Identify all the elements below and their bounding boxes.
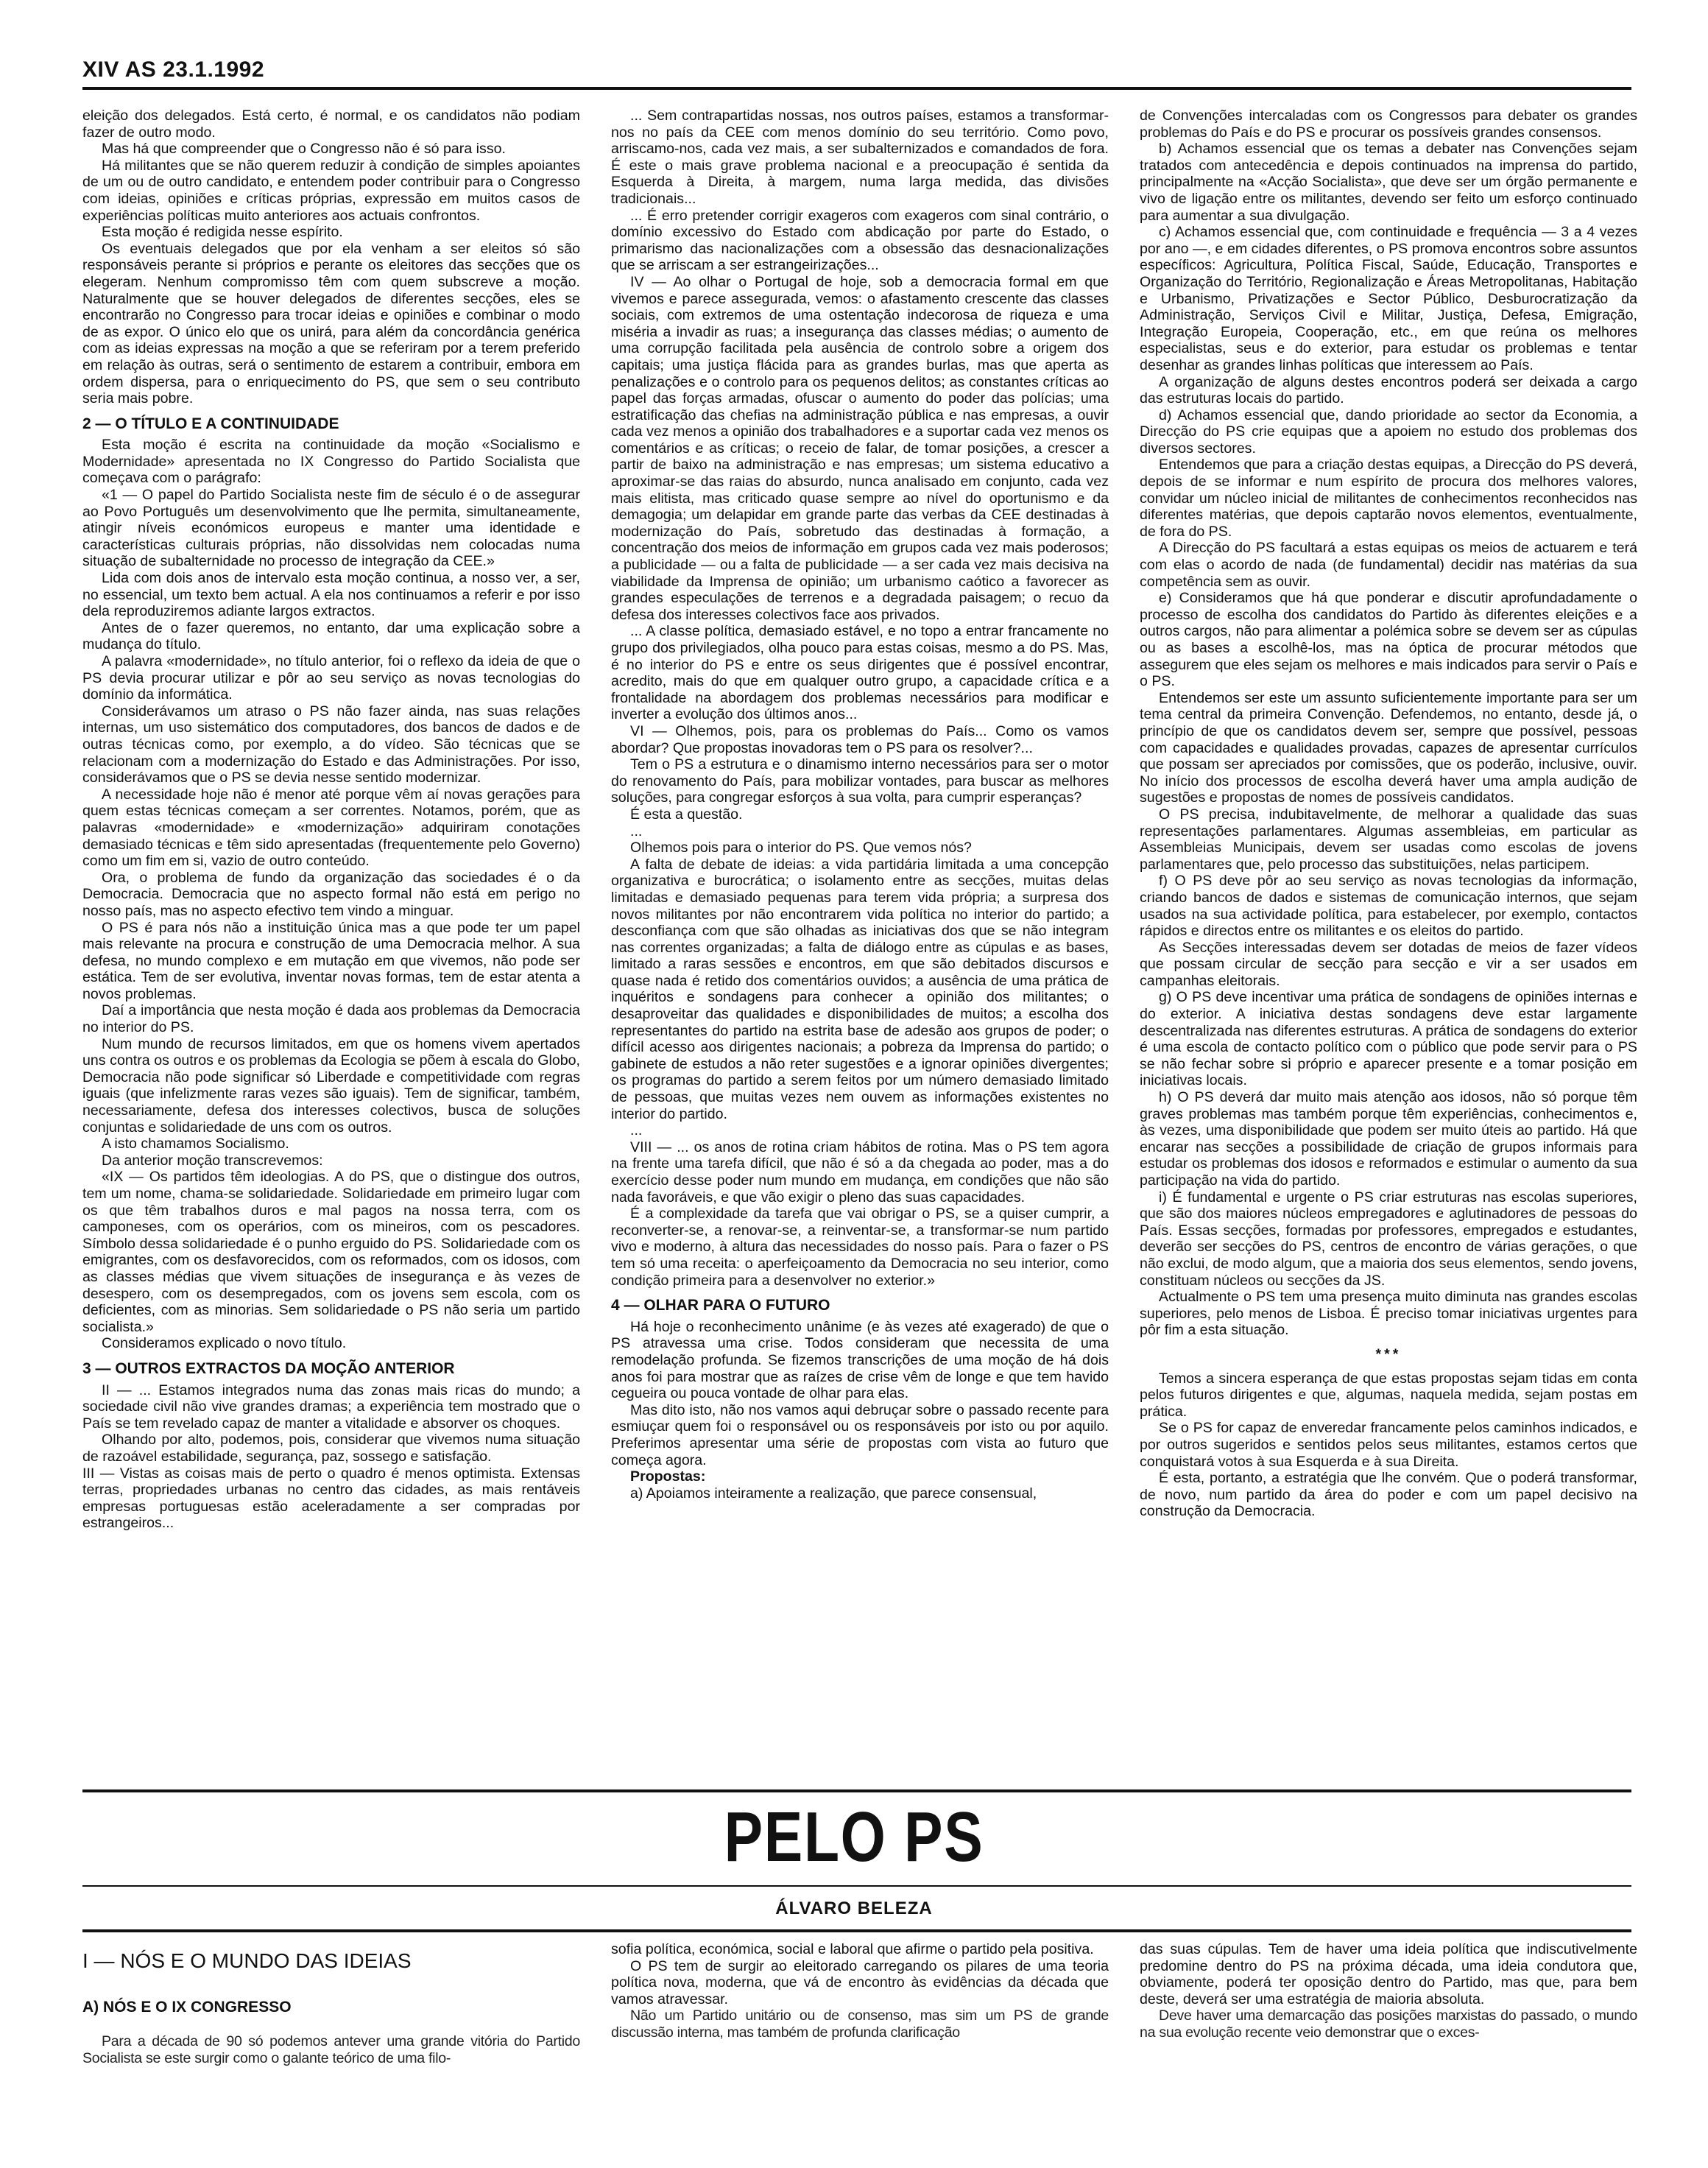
bottom-column-1 xyxy=(82,1941,580,2136)
article-paragraph: i) É fundamental e urgente o PS criar estruturas nas escolas superiores, que são dos maiores núcleos empregadores e aglutinadores de pessoas do País. Essas secções, formadas por professores, empregados e estudantes, deverão ser secções do PS, centros de encontro de várias gerações, o que não exclui, de modo algum, que a maioria dos seus elementos, sendo jovens, constituam núcleos ou secções da JS. xyxy=(1140,1189,1637,1289)
article-paragraph: Lida com dois anos de intervalo esta moção continua, a nosso ver, a ser, no essencial, um texto bem actual. A ela nos continuamos a referir e por isso dela reproduziremos adiante largos extractos. xyxy=(82,570,580,620)
page-header xyxy=(82,57,1631,90)
bottom-paragraph: Não um Partido unitário ou de consenso, mas sim um PS de grande discussão interna, mas também de profunda clarificação xyxy=(611,2007,1109,2041)
article-paragraph: Mas há que compreender que o Congresso não é só para isso. xyxy=(102,141,506,158)
article-paragraph: II — ... Estamos integrados numa das zonas mais ricas do mundo; a sociedade civil não vive grandes dramas; a experiência tem mostrado que o País se tem revelado capaz de manter a vitalidade e absorver os choques. xyxy=(82,1382,580,1432)
article-paragraph: ... É erro pretender corrigir exageros com exageros com sinal contrário, o domínio excessivo do Estado com abdicação por parte do Estado, o primarismo das nacionalizações com a obsessão das desnacionalizações que se arriscam a ser estrangeirizações... xyxy=(611,207,1109,274)
article-column-3 xyxy=(1140,108,1637,1787)
byline-rule xyxy=(82,1929,1631,1932)
article-paragraph: Antes de o fazer queremos, no entanto, dar uma explicação sobre a mudança do título. xyxy=(82,619,580,653)
section-divider-top xyxy=(82,1789,1631,1792)
article-paragraph: ... A classe política, demasiado estável, e no topo a entrar francamente no grupo dos privilegiados, olha pouco para estas coisas, mesmo a do PS. Mas, é no interior do PS e entre os seus dirigentes que é possível encontrar, acredito, mais do que em qualquer outro grupo, a capacidade crítica e a frontalidade na abordagem dos problemas necessários para modificar e inverter a evolução dos últimos anos... xyxy=(611,623,1109,723)
article-paragraph: Propostas: xyxy=(630,1468,706,1485)
article-paragraph: d) Achamos essencial que, dando prioridade ao sector da Economia, a Direcção do PS crie equipas que a apoiem no estudo dos problemas dos diversos sectores. xyxy=(1140,406,1637,457)
bottom-column-3 xyxy=(1140,1941,1637,2136)
article-paragraph: É esta, portanto, a estratégia que lhe convém. Que o poderá transformar, de novo, num partido da área do poder e com um papel decisivo na construção da Democracia. xyxy=(1140,1470,1637,1520)
article-paragraph: «IX — Os partidos têm ideologias. A do PS, que o distingue dos outros, tem um nome, chama-se solidariedade. Solidariedade em primeiro lugar com os que têm trabalhos duros e mal pagos na nossa terra, com os camponeses, com os operários, com os mineiros, com os pescadores. Símbolo dessa solidariedade é o punho erguido do PS. Solidariedade com os emigrantes, com os desfavorecidos, com os reformados, com os idosos, com as classes médias que vivem situações de insegurança e às vezes de desespero, com os desempregados, com os jovens sem escola, com os deficientes, com as minorias. Sem solidariedade o PS não seria um partido socialista.» xyxy=(82,1169,580,1335)
article-paragraph: O PS precisa, indubitavelmente, de melhorar a qualidade das suas representações parlamentares. Algumas assembleias, em particular as Assembleias Municipais, devem ser usadas como escolas de jovens parlamentares que, pelo processo das substituições, nelas participem. xyxy=(1140,806,1637,873)
article-paragraph: eleição dos delegados. Está certo, é normal, e os candidatos não podiam fazer de outro modo. xyxy=(82,108,580,141)
bottom-column-2 xyxy=(611,1941,1109,2136)
article-paragraph: b) Achamos essencial que os temas a debater nas Convenções sejam tratados com antecedência e depois continuados na imprensa do partido, principalmente na «Acção Socialista», que deve ser um órgão permanente e vivo de ligação entre os militantes, devendo ser feito um esforço continuado para aumentar a sua divulgação. xyxy=(1140,141,1637,224)
article-paragraph: É a complexidade da tarefa que vai obrigar o PS, se a quiser cumprir, a reconverter-se, a renovar-se, a reinventar-se, a transformar-se num partido vivo e moderno, à altura das necessidades do nosso país. Para o fazer o PS tem só uma receita: o aperfeiçoamento da Democracia no seu interior, como condição primeira para a desenvolver no exterior.» xyxy=(611,1206,1109,1289)
headline-rule xyxy=(82,1885,1631,1887)
article-paragraph: O PS é para nós não a instituição única mas a que pode ter um papel mais relevante na procura e construção de uma Democracia melhor. A sua defesa, no mundo complexo e em mutação em que vivemos, não pode ser estática. Tem de ser evolutiva, inventar novas formas, tem de estar atenta a novos problemas. xyxy=(82,919,580,1002)
article-paragraph: A palavra «modernidade», no título anterior, foi o reflexo da ideia de que o PS devia procurar utilizar e pôr ao seu serviço as novas tecnologias do domínio da informática. xyxy=(82,653,580,703)
article-paragraph: Temos a sincera esperança de que estas propostas sejam tidas em conta pelos futuros dirigentes e que, algumas, naquela medida, sejam postas em prática. xyxy=(1140,1370,1637,1420)
article-paragraph: III — Vistas as coisas mais de perto o quadro é menos optimista. Extensas terras, propriedades urbanas no centro das cidades, as mais rentáveis empresas portuguesas estão aceleradamente a ser compradas por estrangeiros... xyxy=(82,1465,580,1532)
article-paragraph: A necessidade hoje não é menor até porque vêm aí novas gerações para quem estas técnicas começam a ser correntes. Notamos, porém, que as palavras «modernidade» e «modernização» adquiriram conotações demasiado técnicas e têm sido apresentadas (frequentemente pelo Governo) como um fim em si, vazio de outro conteúdo. xyxy=(82,786,580,870)
article-paragraph: Ora, o problema de fundo da organização das sociedades é o da Democracia. Democracia que no aspecto formal não está em perigo no nosso país, mas no aspecto efectivo tem vindo a minguar. xyxy=(82,869,580,919)
issue-date: XIV AS 23.1.1992 xyxy=(82,57,265,82)
article-paragraph: c) Achamos essencial que, com continuidade e frequência — 3 a 4 vezes por ano —, e em cidades diferentes, o PS promova encontros sobre assuntos específicos: Agricultura, Política Fiscal, Saúde, Educação, Transportes e Organização do Território, Regionalização e Áreas Metropolitanas, Habitação e Urbanismo, Privatizações e Sector Público, Desburocratização da Administração, Serviços Civil e Militar, Justiça, Defesa, Emigração, Integração Europeia, Cooperação, etc., em que reúna os melhores especialistas, seus e do exterior, para estudar os problemas e tentar desenhar as grandes linhas políticas que interessem ao País. xyxy=(1140,224,1637,373)
article-paragraph: Há militantes que se não querem reduzir à condição de simples apoiantes de um ou de outro candidato, e entendem poder contribuir para o Congresso com ideias, opiniões e críticas próprias, expressão em muitos casos de experiências políticas muito anteriores aos actuais confrontos. xyxy=(82,157,580,224)
article-paragraph: IV — Ao olhar o Portugal de hoje, sob a democracia formal em que vivemos e parece assegurada, vemos: o afastamento crescente das classes sociais, com extremos de uma ostentação indecorosa de riqueza e uma miséria a invadir as ruas; a insegurança das classes médias; o aumento de uma corrupção facilitada pela ausência de controlo sobre a origem dos capitais; uma justiça flácida para as grandes burlas, mas que aperta as penalizações e o controlo para os pequenos delitos; as constantes críticas ao papel das forças armadas, ofuscar o aumento do poder das polícias; uma estratificação das chefias na administração pública e nas empresas, a ouvir cada vez menos a opinião dos trabalhadores e a suportar cada vez menos os comentários e as críticas; o receio de falar, de tomar posições, a crescer a partir de baixo na administração e nas empresas; um sistema educativo a aproximar-se das raias do absurdo, nunca analisado em conjunto, cada vez mais elitista, mas criticado quase sempre ao nível do oportunismo e da demagogia; um delapidar em grande parte das verbas da CEE destinadas à modernização do País, sobretudo das destinadas à formação, a concentração dos meios de informação em grupos cada vez mais poderosos; a publicidade — ou a falta de publicidade — a ser cada vez mais decisiva na viabilidade da Imprensa de opinião; um urbanismo caótico a favorecer as grandes especulações de terrenos e a degradada paisagem; o recuo da defesa dos interesses colectivos face aos privados. xyxy=(611,273,1109,623)
bottom-paragraph: sofia política, económica, social e laboral que afirme o partido pela positiva. xyxy=(611,1941,1094,1957)
article-paragraph: Entendemos ser este um assunto suficientemente importante para ser um tema central da primeira Convenção. Defendemos, no entanto, desde já, o princípio de que os candidatos devem ser, sempre que possível, pessoas com capacidades e qualidades provadas, capazes de apresentar currículos que possam ser apreciados por comissões, que os poderão, inclusive, ouvir. No início dos processos de escolha deverá haver uma ampla audição de sugestões e propostas de nomes de possíveis candidatos. xyxy=(1140,689,1637,806)
article-paragraph: A falta de debate de ideias: a vida partidária limitada a uma concepção organizativa e burocrática; o isolamento entre as secções, muitas delas limitadas e demasiado pequenas para terem vida própria; a surpresa dos novos militantes por não encontrarem vida política no interior do partido; a desconfiança com que são olhadas as iniciativas dos que se não integram nas correntes organizadas; a falta de diálogo entre as cúpulas e as bases, limitado a raras sessões e encontros, em que são debitados discursos e quase nada é retido dos comentários ouvidos; a ausência de uma prática de inquéritos e sondagens para conhecer a opinião dos militantes; o desaproveitar das qualidades e disponibilidades de muitos; a escolha dos representantes do partido na estrita base de adesão aos grupos de poder; o difícil acesso aos dirigentes nacionais; a pobreza da Imprensa do partido; o gabinete de estudos a não reter sugestões e a ignorar opiniões divergentes; os programas do partido a serem feitos por um número demasiado limitado de pessoas, que muitas vezes nem ouvem as informações existentes no interior do partido. xyxy=(611,856,1109,1122)
article-paragraph: Da anterior moção transcrevemos: xyxy=(102,1152,323,1169)
header-rule xyxy=(82,87,1631,90)
article-paragraph: A isto chamamos Socialismo. xyxy=(102,1136,289,1152)
article-paragraph: ... xyxy=(630,1122,643,1139)
article-column-1 xyxy=(82,108,580,1787)
article-paragraph: A Direcção do PS facultará a estas equipas os meios de actuarem e terá com elas o acordo de nada (de fundamental) decidir nas matérias da sua competência sem as ouvir. xyxy=(1140,540,1637,590)
section-heading: I — NÓS E O MUNDO DAS IDEIAS xyxy=(82,1949,412,1972)
article-paragraph: Esta moção é escrita na continuidade da moção «Socialismo e Modernidade» apresentada no IX Congresso do Partido Socialista que começava com o parágrafo: xyxy=(82,437,580,487)
article-paragraph: VI — Olhemos, pois, para os problemas do País... Como os vamos abordar? Que propostas inovadoras tem o PS para os resolver?... xyxy=(611,722,1109,756)
sub-heading: A) NÓS E O IX CONGRESSO xyxy=(82,1998,292,2016)
article-paragraph: «1 — O papel do Partido Socialista neste fim de século é o de assegurar ao Povo Português um desenvolvimento que lhe permita, simultaneamente, atingir níveis económicos europeus e manter uma identidade e características culturais próprias, não dissolvidas nem colocadas numa situação de subalternidade no processo de integração da CEE.» xyxy=(82,487,580,570)
bottom-paragraph: O PS tem de surgir ao eleitorado carregando os pilares de uma teoria política nova, moderna, que vá de encontro às evidências da década que vamos atravessar. xyxy=(611,1957,1109,2007)
article-paragraph: Entendemos que para a criação destas equipas, a Direcção do PS deverá, depois de se informar e num espírito de procura dos melhores valores, convidar um núcleo inicial de militantes de conhecimentos reconhecidos nas diferentes matérias, que depois captarão novos elementos, eventualmente, de fora do PS. xyxy=(1140,457,1637,540)
section-heading: 3 — OUTROS EXTRACTOS DA MOÇÃO ANTERIOR xyxy=(82,1359,455,1377)
article-paragraph: Esta moção é redigida nesse espírito. xyxy=(102,224,343,241)
article-paragraph: g) O PS deve incentivar uma prática de sondagens de opiniões internas e do exterior. A iniciativa destas sondagens deve estar largamente descentralizada nas diferentes estruturas. A prática de sondagens do exterior é uma escola de contacto político com o público que pode servir para o PS se não fechar sobre si próprio e aparecer presente e a tomar posição em iniciativas locais. xyxy=(1140,989,1637,1089)
article-paragraph: Olhemos pois para o interior do PS. Que vemos nós? xyxy=(630,840,972,856)
author-byline: ÁLVARO BELEZA xyxy=(775,1898,933,1918)
section-heading: 4 — OLHAR PARA O FUTURO xyxy=(611,1297,830,1314)
article-paragraph: f) O PS deve pôr ao seu serviço as novas tecnologias da informação, criando bancos de dados e sistemas de comunicação internos, que sejam usados na sua actividade política, para estabelecer, por exemplo, contactos rápidos e directos entre os militantes e os eleitos do partido. xyxy=(1140,873,1637,940)
article-paragraph: Num mundo de recursos limitados, em que os homens vivem apertados uns contra os outros e os problemas da Ecologia se põem à escala do Globo, Democracia não pode significar só Liberdade e competitividade com regras iguais (que infelizmente raras vezes são iguais). Tem de significar, também, necessariamente, defesa dos interesses colectivos, busca de soluções conjuntas e solidariedade de uns com os outros. xyxy=(82,1035,580,1136)
article-paragraph: Há hoje o reconhecimento unânime (e às vezes até exagerado) de que o PS atravessa uma crise. Todos consideram que necessita de uma remodelação profunda. Se fizemos transcrições de uma moção de há dois anos foi para mostrar que as raízes de crise vêm de longe e que tem havido cegueira ou pouca vontade de olhar para elas. xyxy=(611,1318,1109,1402)
bottom-paragraph: das suas cúpulas. Tem de haver uma ideia política que indiscutivelmente predomine dentro do PS na próxima década, uma ideia condutora que, obviamente, poderá ter oposição dentro do Partido, mas que, para bem deste, deverá ser uma estratégia de maioria absoluta. xyxy=(1140,1941,1637,2007)
article-paragraph: h) O PS deverá dar muito mais atenção aos idosos, não só porque têm graves problemas mas também porque têm experiências, conhecimentos e, às vezes, uma disponibilidade que podem ser muito úteis ao partido. Há que encarar nas secções a possibilidade de criação de grupos informais para estudar os problemas dos idosos e reformados e estimular o aumento da sua participação na vida do partido. xyxy=(1140,1089,1637,1189)
bottom-paragraph: Para a década de 90 só podemos antever uma grande vitória do Partido Socialista se este surgir como o galante teórico de uma filo- xyxy=(82,2033,580,2066)
section-separator: *** xyxy=(1375,1345,1402,1362)
article-paragraph: VIII — ... os anos de rotina criam hábitos de rotina. Mas o PS tem agora na frente uma tarefa difícil, que não é só a da chegada ao poder, mas a do exercício desse poder num mundo em mudança, em condições que não são nada favoráveis, e que vão exigir o pleno das suas capacidades. xyxy=(611,1138,1109,1206)
article-paragraph: ... xyxy=(630,823,643,840)
article-column-2 xyxy=(611,108,1109,1787)
article-paragraph: a) Apoiamos inteiramente a realização, que parece consensual, xyxy=(630,1485,1037,1502)
bottom-paragraph: Deve haver uma demarcação das posições marxistas do passado, o mundo na sua evolução recente veio demonstrar que o exces- xyxy=(1140,2007,1637,2041)
article-paragraph: Actualmente o PS tem uma presença muito diminuta nas grandes escolas superiores, pelo menos de Lisboa. É preciso tomar iniciativas urgentes para pôr fim a esta situação. xyxy=(1140,1289,1637,1339)
article-paragraph: É esta a questão. xyxy=(630,806,743,823)
article-paragraph: A organização de alguns destes encontros poderá ser deixada a cargo das estruturas locais do partido. xyxy=(1140,373,1637,407)
article-paragraph: e) Consideramos que há que ponderar e discutir aprofundadamente o processo de escolha dos candidatos do Partido às diferentes eleições e a outros cargos, não para alimentar a polémica sobre se devem ser as cúpulas ou as bases a escolhê-los, mas na óptica de procurar métodos que assegurem que eles sejam os melhores e mais indicados para servir o País e o PS. xyxy=(1140,590,1637,690)
section-heading: 2 — O TÍTULO E A CONTINUIDADE xyxy=(82,415,339,432)
article-paragraph: As Secções interessadas devem ser dotadas de meios de fazer vídeos que possam circular de secção para secção e vir a ser usados em campanhas eleitorais. xyxy=(1140,939,1637,989)
article-paragraph: ... Sem contrapartidas nossas, nos outros países, estamos a transformar-nos no país da CEE com menos domínio do seu território. Como povo, arriscamo-nos, cada vez mais, a ser subalternizados e comandados de fora. É este o mais grave problema nacional e a preocupação é sentida da Esquerda à Direita, à margem, numa larga medida, das divisões tradicionais... xyxy=(611,108,1109,207)
article-headline: PELO PS xyxy=(724,1798,984,1876)
article-paragraph: Mas dito isto, não nos vamos aqui debruçar sobre o passado recente para esmiuçar quem foi o responsável ou os responsáveis por isto ou por aquilo. Preferimos apresentar uma série de propostas com vista ao futuro que começa agora. xyxy=(611,1401,1109,1468)
article-paragraph: Daí a importância que nesta moção é dada aos problemas da Democracia no interior do PS. xyxy=(82,1002,580,1036)
article-paragraph: Consideramos explicado o novo título. xyxy=(102,1335,347,1352)
article-paragraph: Se o PS for capaz de enveredar francamente pelos caminhos indicados, e por outros sugeridos e sentidos pelos seus militantes, estamos certos que conquistará votos à sua Esquerda e à sua Direita. xyxy=(1140,1420,1637,1470)
article-paragraph: Considerávamos um atraso o PS não fazer ainda, nas suas relações internas, um uso sistemático dos computadores, dos bancos de dados e de outras técnicas como, por exemplo, a do vídeo. São técnicas que se relacionam com a modernização do Estado e das Administrações. Por isso, considerávamos que o PS se devia nesse sentido modernizar. xyxy=(82,703,580,786)
article-paragraph: Olhando por alto, podemos, pois, considerar que vivemos numa situação de razoável estabilidade, segurança, paz, sossego e satisfação. xyxy=(82,1432,580,1465)
article-paragraph: Os eventuais delegados que por ela venham a ser eleitos só são responsáveis perante si próprios e perante os eleitores das secções que os elegeram. Nenhum compromisso têm com quem subscreve a moção. Naturalmente que se houver delegados de diferentes secções, eles se encontrarão no Congresso para trocar ideias e opiniões e combinar o modo de as expor. O único elo que os unirá, para além da concordância genérica com as ideias expressas na moção a que se referiram por a terem preferido em relação às outras, será o sentimento de estarem a contribuir, embora em ordem dispersa, para o enriquecimento do PS, que sem o seu contributo seria mais pobre. xyxy=(82,240,580,407)
article-paragraph: de Convenções intercaladas com os Congressos para debater os grandes problemas do País e do PS e procurar os possíveis grandes consensos. xyxy=(1140,108,1637,141)
article-paragraph: Tem o PS a estrutura e o dinamismo interno necessários para ser o motor do renovamento do País, para mobilizar vontades, para buscar as melhores soluções, para congregar esforços à sua volta, para cumprir esperanças? xyxy=(611,756,1109,806)
